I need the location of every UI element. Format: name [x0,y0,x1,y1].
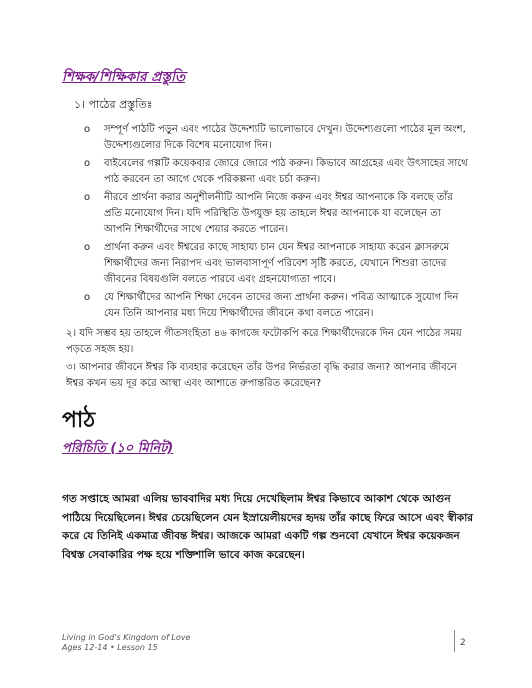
prep-item-3: ৩। আপনার জীবনে ঈশ্বর কি ব্যবহার করেছেন তাঁর উপর নির্ভরতা বৃদ্ধি করার জন্য? আপনার জীবনে ঈশ্বর কখন ভয় দূর করে আস্থা এবং আশাতে রুপান্তরিত করেছেন? [66,362,457,389]
intro-heading: পরিচিতি (১০ মিনিট) [62,441,174,456]
footer-title: Living in God's Kingdom of Love [62,633,191,642]
bullet-text: বাইবেলের গল্পটি কয়েকবার জোরে জোরে পাঠ করুন। কিভাবে আগ্রহের এবং উৎসাহের সাথে পাঠ করবেন তা আগে থেকে পরিকল্পনা এবং চর্চা করুন। [104,158,468,185]
lesson-prep-subheading: ১। পাঠের প্রস্তুতিঃ [74,98,153,111]
bullet-marker: o [84,158,91,169]
bullet-text: যে শিক্ষার্থীদের আপনি শিক্ষা দেবেন তাদের জন্য প্রার্থনা করুন। পবিত্র আত্মাকে সুযোগ দিন যেন তিনি আপনার মধ্য দিয়ে শিক্ষার্থীদের জীবনে কথা বলতে পারেন। [104,292,459,319]
prep-bullet-list [84,122,470,324]
bullet-text: সম্পূর্ণ পাঠটি পড়ুন এবং পাঠের উদ্দেশ্যটি ভালোভাবে দেখুন। উদ্দেশ্যগুলো পাঠের মূল অংশ, উদ্দেশ্যগুলোর দিকে বিশেষ মনোযোগ দিন। [104,124,466,151]
list-item [84,156,470,188]
bullet-marker: o [84,192,91,203]
footer-subtitle: Ages 12-14 • Lesson 15 [62,643,158,652]
list-item [84,240,470,288]
section-heading-teacher-prep: শিক্ষক/শিক্ষিকার প্রস্তুতি [62,69,186,85]
page-footer [62,633,190,653]
bullet-text: নীরবে প্রার্থনা করার অনুশীলনীটি আপনি নিজে করুন এবং ঈশ্বর আপনাকে কি বলছে তাঁর প্রতি মনোযোগ দিন। যদি পরিস্থিতি উপযুক্ত হয় তাহলে ঈশ্বর আপনাকে যা বলেছেন তা আপনি শিক্ষার্থীদের সাথে শেয়ার করতে পারেন। [104,192,453,235]
footer-divider [454,630,455,652]
list-item [84,290,470,322]
prep-item-2: ২। যদি সম্ভব হয় তাহলে গীতসংহিতা ৪৬ কাগজে ফটোকপি করে শিক্ষার্থীদেরকে দিন যেন পাঠের সময় পড়তে সহজ হয়। [66,328,462,355]
bullet-text: প্রার্থনা করুন এবং ঈশ্বরের কাছে সাহায্য চান যেন ঈশ্বর আপনাকে সাহায্য করেন ক্লাসরুমে শিক্ষার্থীদের জন্য নিরাপদ এবং ভালবাসাপূর্ণ পরিবেশ সৃষ্টি করতে, যেখানে শিশুরা তাদের জীবনের বিষয়গুলি বলতে পারবে এবং গ্রহনযোগ্যতা পাবে। [104,242,450,285]
bullet-marker: o [84,242,91,253]
intro-paragraph: গত সপ্তাহে আমরা এলিয় ভাববাদির মধ্য দিয়ে দেখেছিলাম ঈশ্বর কিভাবে আকাশ থেকে আগুন পাঠিয়ে দিয়েছিলেন। ঈশ্বর চেয়েছিলেন যেন ইস্রায়েলীয়দের হৃদয় তাঁর কাছে ফিরে আসে এবং স্বীকার করে যে তিনিই একমাত্র জীবন্ত ঈশ্বর। আজকে আমরা একটি গল্প শুনবো যেখানে ঈশ্বর কয়েকজন বিশ্বস্ত সেবাকারির পক্ষ হয়ে শক্তিশালি ভাবে কাজ করেছেন। [62,493,474,561]
bullet-marker: o [84,124,91,135]
list-item [84,122,470,154]
page-number: 2 [460,638,466,648]
bullet-marker: o [84,292,91,303]
list-item [84,190,470,238]
lesson-heading: পাঠ [62,408,96,433]
